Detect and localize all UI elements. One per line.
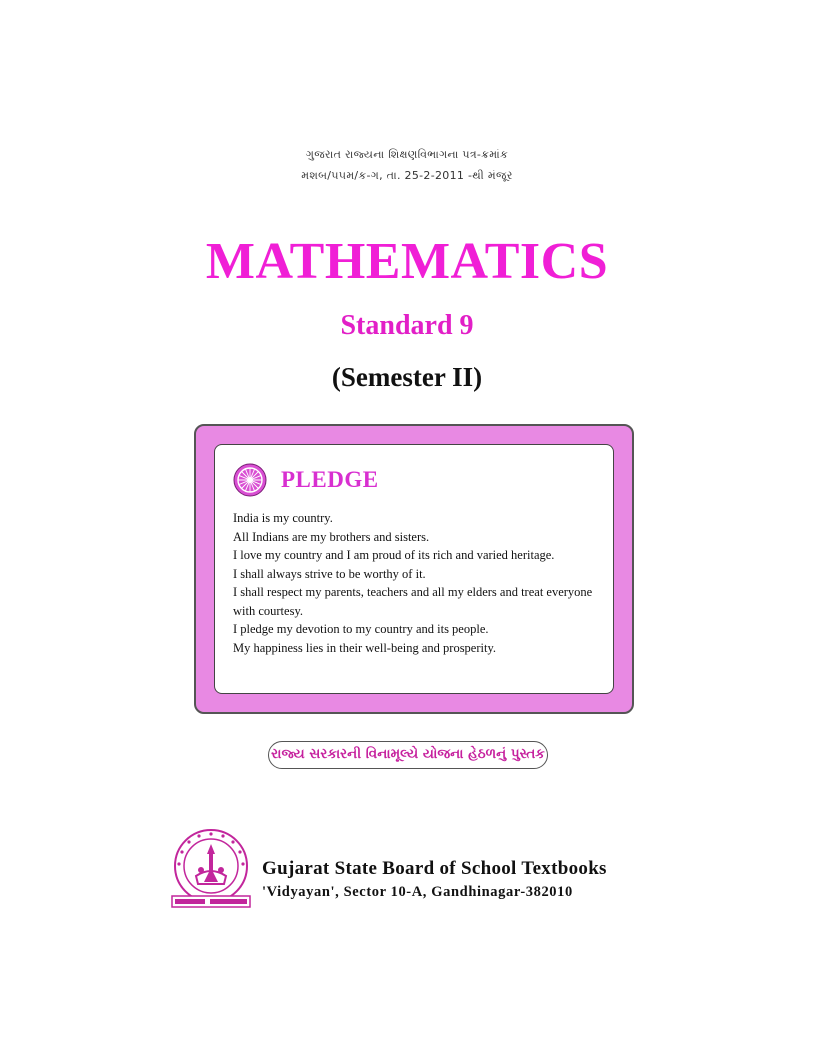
publisher-address: 'Vidyayan', Sector 10-A, Gandhinagar-382010	[262, 884, 573, 900]
book-standard: Standard 9	[340, 310, 474, 341]
pledge-text	[233, 509, 599, 657]
approval-line-1: ગુજરાત રાજ્યના શિક્ષણવિભાગના પત્ર-ક્રમાંક	[305, 148, 509, 161]
pledge-line: I pledge my devotion to my country and its people.	[233, 622, 489, 636]
approval-line-2: મશબ/૫૫મ/ક-ગ, તા. 25-2-2011 -થી મંજૂર	[301, 169, 513, 182]
book-title: MATHEMATICS	[205, 233, 609, 290]
pledge-line: My happiness lies in their well-being and prosperity.	[233, 640, 497, 655]
gujarat-board-seal-logo	[166, 826, 256, 910]
publisher-block	[262, 857, 607, 903]
pledge-header	[233, 463, 599, 497]
pledge-line: India is my country.	[233, 511, 333, 525]
approval-notice	[0, 144, 814, 186]
pledge-line: All Indians are my brothers and sisters.	[233, 529, 430, 544]
publisher-name: Gujarat State Board of School Textbooks	[262, 858, 607, 879]
pledge-line: I shall always strive to be worthy of it.	[233, 566, 426, 581]
free-scheme-badge: રાજ્ય સરકારની વિનામૂલ્યે યોજના હેઠળનું પુસ્તક	[268, 741, 548, 769]
pledge-line: I love my country and I am proud of its rich and varied heritage.	[233, 548, 555, 562]
pledge-box	[194, 424, 634, 714]
pledge-line: I shall respect my parents, teachers and all my elders and treat everyone with courtesy.	[233, 585, 593, 618]
book-semester: (Semester II)	[331, 362, 483, 392]
pledge-title: PLEDGE	[281, 467, 379, 492]
pledge-panel	[214, 444, 614, 694]
ashoka-chakra-icon	[233, 463, 267, 497]
